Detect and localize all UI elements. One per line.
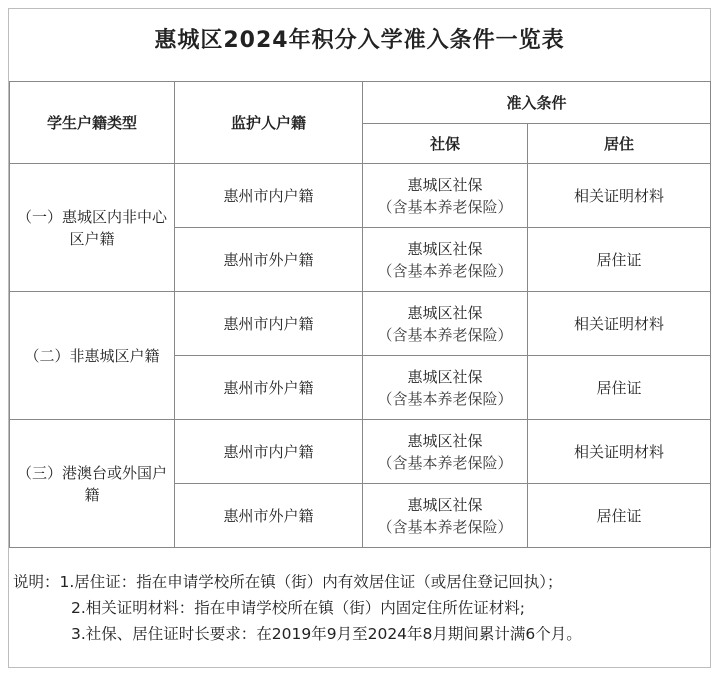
admission-conditions-table — [9, 81, 711, 548]
page-title: 惠城区2024年积分入学准入条件一览表 — [154, 28, 565, 53]
social-main: 惠城区社保 — [407, 495, 483, 514]
note-line-3 — [13, 621, 713, 647]
student-type-cell: （三）港澳台或外国户籍 — [10, 420, 175, 548]
note-item: 3.社保、居住证时长要求：在2019年9月至2024年8月期间累计满6个月。 — [71, 625, 582, 643]
header-guardian: 监护人户籍 — [175, 82, 363, 164]
student-type-cell: （一）惠城区内非中心区户籍 — [10, 164, 175, 292]
social-sub: （含基本养老保险） — [377, 517, 513, 536]
social-cell — [363, 356, 528, 420]
residence-cell: 居住证 — [528, 356, 711, 420]
social-cell — [363, 420, 528, 484]
header-student-type: 学生户籍类型 — [10, 82, 175, 164]
residence-cell: 相关证明材料 — [528, 420, 711, 484]
table-row — [10, 292, 711, 356]
social-main: 惠城区社保 — [407, 367, 483, 386]
residence-cell: 相关证明材料 — [528, 164, 711, 228]
social-main: 惠城区社保 — [407, 303, 483, 322]
header-row — [10, 82, 711, 124]
document-frame — [8, 8, 711, 668]
note-line-1 — [13, 569, 713, 595]
residence-cell: 居住证 — [528, 228, 711, 292]
social-main: 惠城区社保 — [407, 239, 483, 258]
residence-cell: 相关证明材料 — [528, 292, 711, 356]
note-line-2 — [13, 595, 713, 621]
social-cell — [363, 292, 528, 356]
social-sub: （含基本养老保险） — [377, 261, 513, 280]
notes-section — [13, 569, 713, 647]
social-sub: （含基本养老保险） — [377, 197, 513, 216]
table-row — [10, 420, 711, 484]
guardian-cell: 惠州市内户籍 — [175, 420, 363, 484]
social-main: 惠城区社保 — [407, 175, 483, 194]
social-main: 惠城区社保 — [407, 431, 483, 450]
social-sub: （含基本养老保险） — [377, 325, 513, 344]
guardian-cell: 惠州市外户籍 — [175, 228, 363, 292]
residence-cell: 居住证 — [528, 484, 711, 548]
social-cell — [363, 228, 528, 292]
table-row — [10, 164, 711, 228]
social-sub: （含基本养老保险） — [377, 453, 513, 472]
guardian-cell: 惠州市内户籍 — [175, 164, 363, 228]
header-conditions: 准入条件 — [363, 82, 711, 124]
note-item: 1.居住证：指在申请学校所在镇（街）内有效居住证（或居住登记回执）； — [59, 573, 563, 591]
notes-label: 说明： — [13, 573, 60, 591]
social-cell — [363, 164, 528, 228]
header-social: 社保 — [363, 124, 528, 164]
guardian-cell: 惠州市外户籍 — [175, 356, 363, 420]
header-residence: 居住 — [528, 124, 711, 164]
student-type-cell: （二）非惠城区户籍 — [10, 292, 175, 420]
guardian-cell: 惠州市外户籍 — [175, 484, 363, 548]
guardian-cell: 惠州市内户籍 — [175, 292, 363, 356]
social-sub: （含基本养老保险） — [377, 389, 513, 408]
note-item: 2.相关证明材料：指在申请学校所在镇（街）内固定住所佐证材料; — [71, 599, 526, 617]
social-cell — [363, 484, 528, 548]
